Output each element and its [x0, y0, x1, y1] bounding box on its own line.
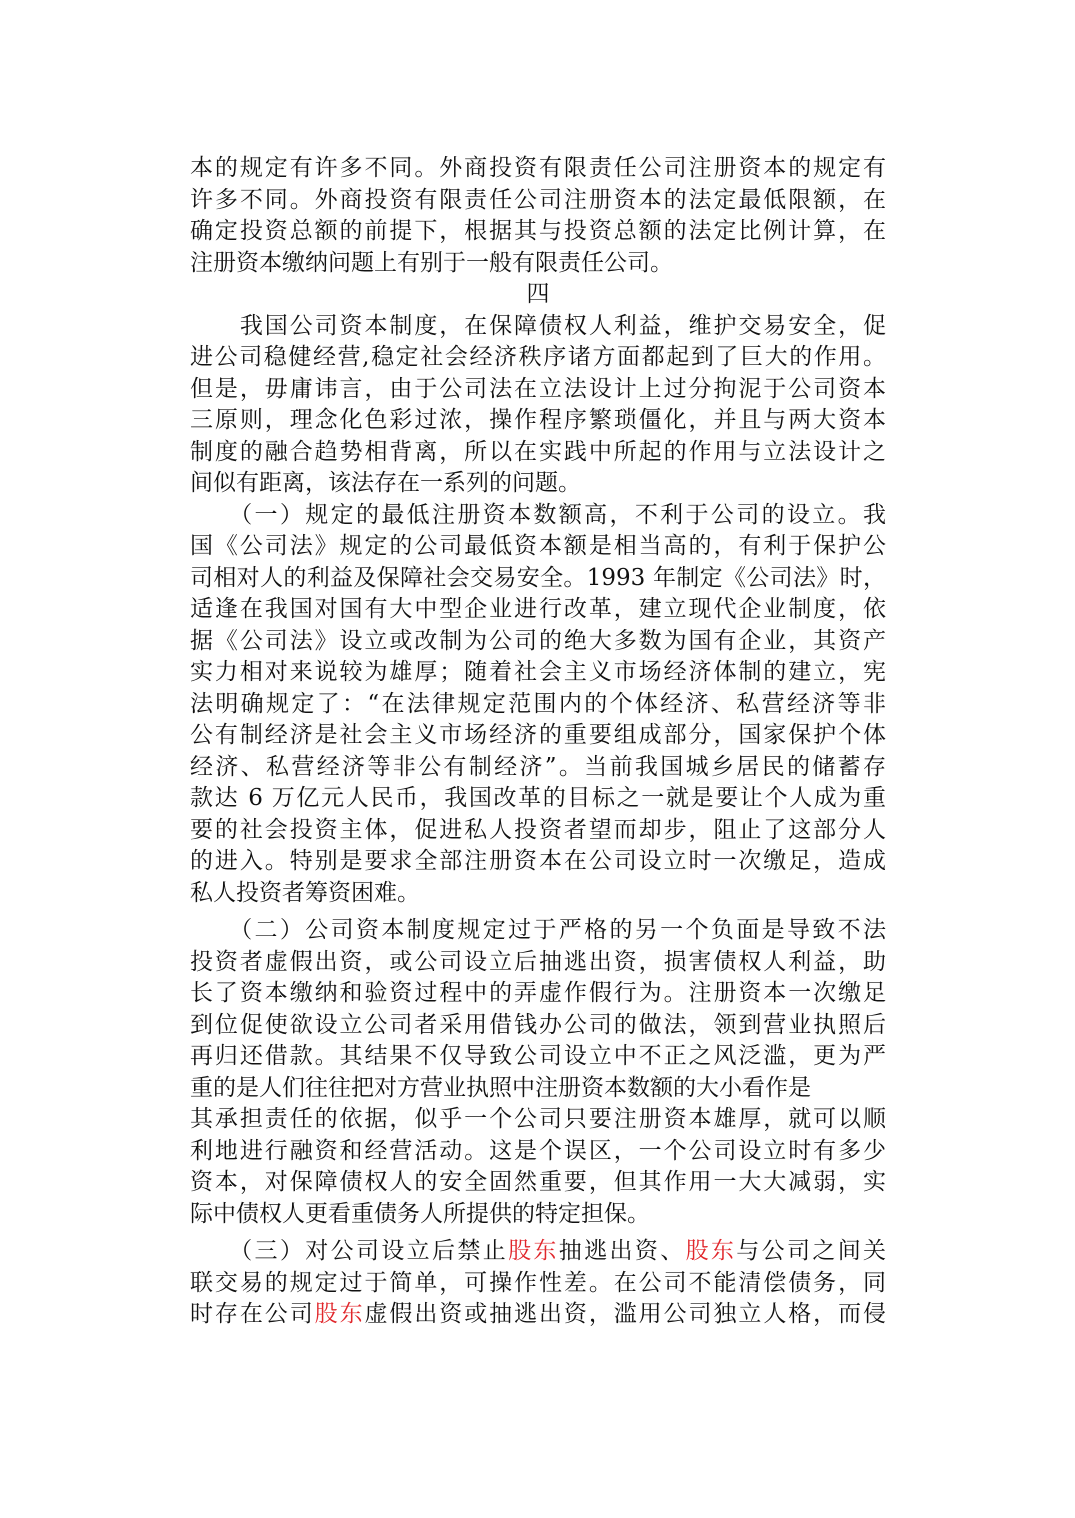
text-line: 的进入。特别是要求全部注册资本在公司设立时一次缴足，造成	[190, 848, 886, 874]
text-line: 资本，对保障债权人的安全固然重要，但其作用一大大减弱，实	[190, 1169, 886, 1195]
text-line: 再归还借款。其结果不仅导致公司设立中不正之风泛滥，更为严	[190, 1043, 886, 1069]
text-run: 抽逃出资、	[558, 1238, 686, 1264]
text-line: 间似有距离，该法存在一系列的问题。	[190, 470, 581, 496]
text-line: 司相对人的利益及保障社会交易安全。1993 年制定《公司法》时，	[190, 564, 886, 591]
text-line: 据《公司法》设立或改制为公司的绝大多数为国有企业，其资产	[190, 627, 886, 654]
text-line: 三原则，理念化色彩过浓，操作程序繁琐僵化，并且与两大资本	[190, 407, 886, 433]
text-line	[190, 1299, 886, 1331]
text-line: 我国公司资本制度，在保障债权人利益，维护交易安全，促	[190, 312, 886, 339]
text-line: 经济、私营经济等非公有制经济”。当前我国城乡居民的储蓄存	[190, 753, 886, 780]
text-line: （二）公司资本制度规定过于严格的另一个负面是导致不法	[190, 917, 886, 943]
text-line: 本的规定有许多不同。外商投资有限责任公司注册资本的规定有	[190, 155, 886, 181]
text-line: 重的是人们往往把对方营业执照中注册资本数额的大小看作是	[190, 1074, 811, 1101]
text-line: 注册资本缴纳问题上有别于一般有限责任公司。	[190, 249, 673, 276]
text-line: 确定投资总额的前提下，根据其与投资总额的法定比例计算，在	[190, 218, 886, 244]
text-line: 适逢在我国对国有大中型企业进行改革，建立现代企业制度，依	[190, 596, 886, 622]
text-line: 国《公司法》规定的公司最低资本额是相当高的，有利于保护公	[190, 533, 886, 559]
text-line: 但是，毋庸讳言，由于公司法在立法设计上过分拘泥于公司资本	[190, 375, 886, 402]
text-run: （三）对公司设立后禁止	[190, 1238, 509, 1264]
text-line: 际中债权人更看重债务人所提供的特定担保。	[190, 1200, 650, 1227]
text-line: 利地进行融资和经营活动。这是个误区，一个公司设立时有多少	[190, 1137, 886, 1164]
paragraph-lines	[190, 153, 886, 1230]
highlighted-term: 股东	[508, 1238, 559, 1264]
text-line: 到位促使欲设立公司者采用借钱办公司的做法，领到营业执照后	[190, 1011, 886, 1038]
text-line: 联交易的规定过于简单，可操作性差。在公司不能清偿债务，同	[190, 1269, 886, 1296]
text-run: 时存在公司	[190, 1301, 315, 1327]
text-line: 进公司稳健经营,稳定社会经济秩序诸方面都起到了巨大的作用。	[190, 344, 886, 370]
text-line: 要的社会投资主体，促进私人投资者望而却步，阻止了这部分人	[190, 816, 886, 843]
section-heading: 四	[526, 281, 550, 307]
text-run: 虚假出资或抽逃出资，滥用公司独立人格，而侵	[364, 1301, 886, 1327]
text-line: 长了资本缴纳和验资过程中的弄虚作假行为。注册资本一次缴足	[190, 980, 886, 1006]
text-line: 制度的融合趋势相背离，所以在实践中所起的作用与立法设计之	[190, 438, 886, 465]
text-line: 其承担责任的依据，似乎一个公司只要注册资本雄厚，就可以顺	[190, 1106, 886, 1132]
text-run: 与公司之间关	[736, 1238, 886, 1264]
text-line: 投资者虚假出资，或公司设立后抽逃出资，损害债权人利益，助	[190, 948, 886, 975]
text-line: 法明确规定了：“在法律规定范围内的个体经济、私营经济等非	[190, 690, 886, 717]
text-line: 款达 6 万亿元人民币，我国改革的目标之一就是要让个人成为重	[190, 785, 886, 811]
body-text	[190, 153, 886, 1331]
text-line: （一）规定的最低注册资本数额高，不利于公司的设立。我	[190, 501, 886, 528]
text-line: 实力相对来说较为雄厚；随着社会主义市场经济体制的建立，宪	[190, 659, 886, 685]
highlighted-term: 股东	[685, 1238, 737, 1264]
text-line: 私人投资者筹资困难。	[190, 879, 420, 906]
text-line: 许多不同。外商投资有限责任公司注册资本的法定最低限额，在	[190, 186, 886, 213]
text-line: 公有制经济是社会主义市场经济的重要组成部分，国家保护个体	[190, 722, 886, 748]
highlighted-term: 股东	[314, 1301, 365, 1327]
text-line	[190, 1236, 886, 1268]
